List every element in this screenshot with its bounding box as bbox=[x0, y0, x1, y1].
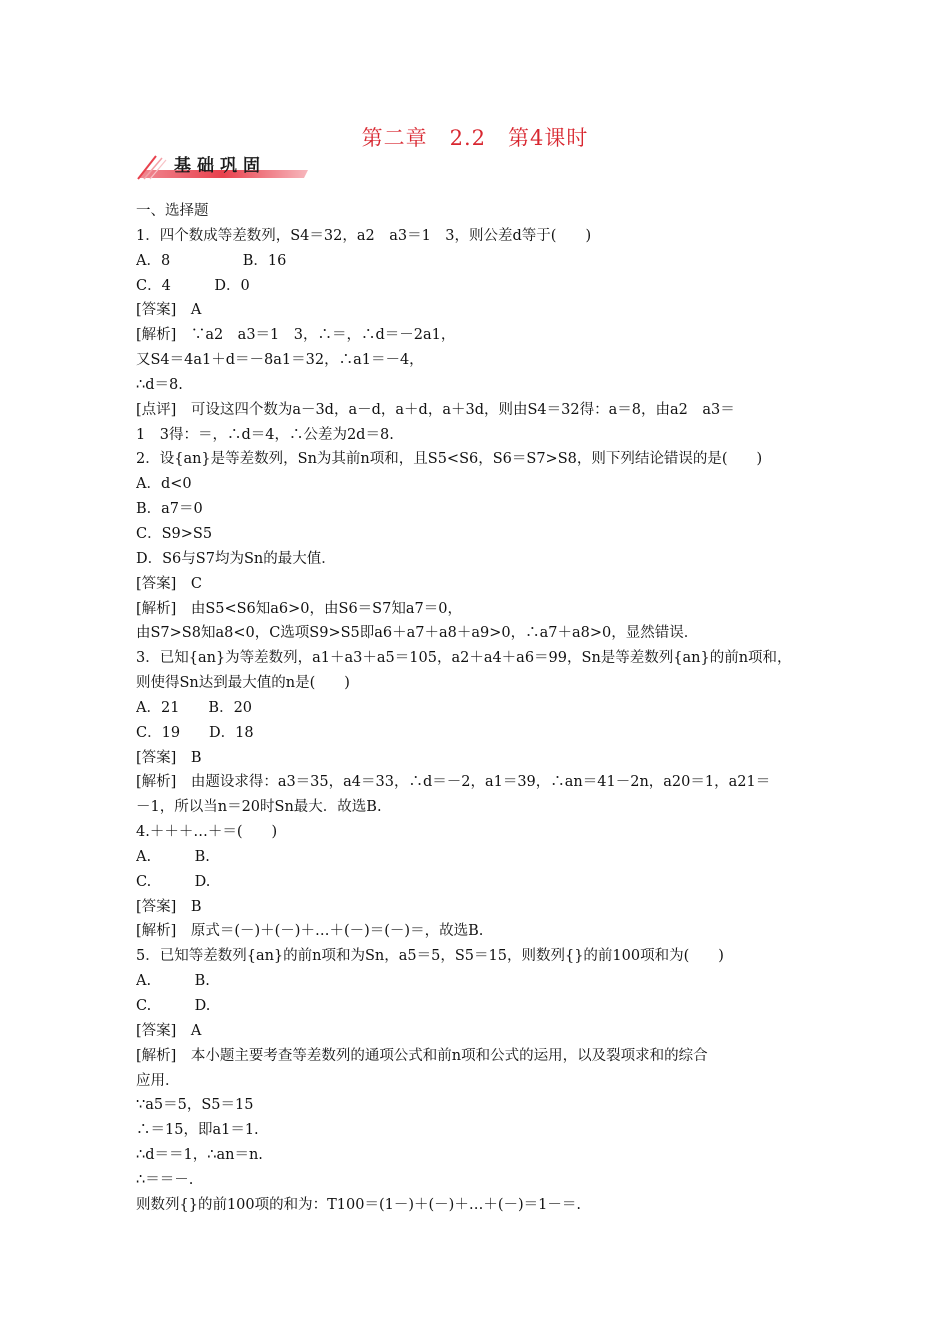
text-line: 5．已知等差数列{an}的前n项和为Sn，a5＝5，S5＝15，则数列{}的前100项和为( ) bbox=[136, 948, 724, 965]
text-line: [点评] 可设这四个数为a－3d，a－d，a＋d，a＋3d，则由S4＝32得：a＝8，由a2 a3＝ bbox=[136, 401, 735, 418]
text-line: [解析] ∵a2 a3＝1 3，∴＝，∴d＝－2a1， bbox=[136, 327, 456, 344]
text-line: [答案] A bbox=[136, 1022, 202, 1039]
text-line: 2．设{an}是等差数列，Sn为其前n项和，且S5<S6，S6＝S7>S8，则下列结论错误的是( ) bbox=[136, 451, 763, 468]
text-line: 4.＋＋＋…＋＝( ) bbox=[136, 824, 278, 841]
text-line: C. D. bbox=[136, 998, 211, 1014]
text-line: 1．四个数成等差数列，S4＝32，a2 a3＝1 3，则公差d等于( ) bbox=[136, 227, 592, 244]
text-line: [答案] C bbox=[136, 575, 202, 592]
text-line: 由S7>S8知a8<0，C选项S9>S5即a6＋a7＋a8＋a9>0，∴a7＋a8>0，显然错误． bbox=[136, 625, 699, 642]
text-line: [解析] 本小题主要考查等差数列的通项公式和前n项和公式的运用，以及裂项求和的综合 bbox=[136, 1047, 708, 1064]
text-line: C．19 D．18 bbox=[136, 724, 254, 741]
text-line: ∴＝15，即a1＝1. bbox=[136, 1122, 259, 1139]
text-line: [答案] B bbox=[136, 898, 202, 915]
text-line: ∴d＝＝1，∴an＝n. bbox=[136, 1147, 263, 1164]
text-line: 3．已知{an}为等差数列，a1＋a3＋a5＝105，a2＋a4＋a6＝99，Sn是等差数列{an}的前n项和， bbox=[136, 650, 792, 667]
text-line: 则数列{}的前100项的和为：T100＝(1－)＋(－)＋…＋(－)＝1－＝. bbox=[136, 1196, 581, 1213]
text-line: C．4 D．0 bbox=[136, 277, 250, 294]
text-line: A. B. bbox=[136, 848, 210, 865]
text-line: [答案] A bbox=[136, 302, 202, 319]
text-line: ∵a5＝5，S5＝15 bbox=[136, 1097, 254, 1114]
text-line: A．d<0 bbox=[136, 476, 192, 493]
text-line: ∴d＝8. bbox=[136, 376, 183, 393]
text-line: A. B. bbox=[136, 973, 210, 990]
text-line: 1 3得：＝，∴d＝4，∴公差为2d＝8. bbox=[136, 426, 394, 443]
text-line: [解析] 原式＝(－)＋(－)＋…＋(－)＝(－)＝，故选B. bbox=[136, 923, 484, 940]
page-title: 第二章 2.2 第4课时 bbox=[361, 126, 589, 150]
text-line: C．S9>S5 bbox=[136, 525, 213, 542]
text-line: [解析] 由S5<S6知a6>0，由S6＝S7知a7＝0， bbox=[136, 600, 462, 617]
text-line: －1，所以当n＝20时Sn最大．故选B. bbox=[136, 799, 382, 816]
text-line: 一、选择题 bbox=[136, 203, 209, 219]
text-line: A．8 B．16 bbox=[136, 252, 287, 269]
text-line: A．21 B．20 bbox=[136, 699, 253, 716]
text-line: ∴＝＝－. bbox=[136, 1171, 194, 1188]
text-line: 则使得Sn达到最大值的n是( ) bbox=[136, 675, 350, 692]
text-line: 应用． bbox=[136, 1072, 180, 1089]
section-banner-label: 基础巩固 bbox=[174, 156, 266, 176]
text-line: 又S4＝4a1＋d＝－8a1＝32，∴a1＝－4， bbox=[136, 352, 424, 369]
text-line: [答案] B bbox=[136, 749, 202, 766]
document-body bbox=[136, 199, 820, 1218]
text-line: [解析] 由题设求得：a3＝35，a4＝33，∴d＝－2，a1＝39，∴an＝41－2n，a20＝1，a21＝ bbox=[136, 774, 771, 791]
text-line: D．S6与S7均为Sn的最大值． bbox=[136, 550, 336, 567]
text-line: B．a7＝0 bbox=[136, 501, 203, 518]
text-line: C. D. bbox=[136, 873, 211, 890]
